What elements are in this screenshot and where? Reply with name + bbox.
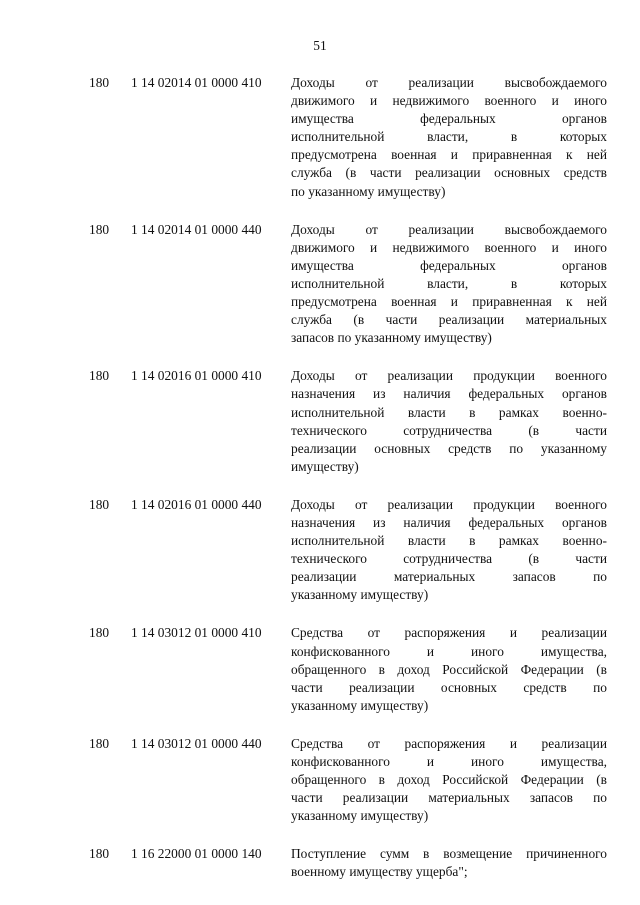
table-row (0, 74, 640, 201)
revenue-description (291, 221, 607, 348)
table-row (0, 624, 640, 714)
description-line: Доходы от реализации высвобождаемого (291, 221, 607, 237)
description-line: назначения из наличия федеральных органов (291, 386, 607, 402)
description-line: исполнительной власти в рамках военно- (291, 533, 607, 549)
table-row (0, 496, 640, 605)
description-line: движимого и недвижимого военного и иного (291, 93, 607, 109)
description-line: указанному имуществу) (291, 697, 429, 713)
description-line: по указанному имуществу) (291, 183, 446, 199)
description-line: исполнительной власти, в которых (291, 275, 607, 291)
description-line: назначения из наличия федеральных органов (291, 514, 607, 530)
table-row (0, 845, 640, 881)
administrator-code: 180 (89, 735, 110, 751)
description-line: исполнительной власти в рамках военно- (291, 404, 607, 420)
administrator-code: 180 (89, 846, 110, 862)
budget-classification-code: 1 14 03012 01 0000 440 (131, 735, 262, 751)
table-row (0, 221, 640, 348)
description-line: служба (в части реализации материальных (291, 312, 607, 328)
table-row (0, 367, 640, 476)
revenue-description (291, 845, 607, 881)
description-line: Доходы от реализации продукции военного (291, 368, 607, 384)
description-line: Средства от распоряжения и реализации (291, 735, 607, 751)
description-line: имущества федеральных органов (291, 111, 607, 127)
description-line: военному имуществу ущерба"; (291, 864, 468, 880)
description-line: технического сотрудничества (в части (291, 422, 607, 438)
description-line: имуществу) (291, 458, 359, 474)
administrator-code: 180 (89, 496, 110, 512)
administrator-code: 180 (89, 221, 110, 237)
page-number: 51 (313, 38, 327, 53)
description-line: реализации основных средств по указанному (291, 440, 607, 456)
description-line: части реализации материальных запасов по (291, 790, 607, 806)
description-line: запасов по указанному имуществу) (291, 330, 492, 346)
description-line: обращенного в доход Российской Федерации (в (291, 772, 607, 788)
budget-classification-code: 1 14 02016 01 0000 410 (131, 368, 262, 384)
description-line: технического сотрудничества (в части (291, 551, 607, 567)
description-line: исполнительной власти, в которых (291, 129, 607, 145)
description-line: конфискованного и иного имущества, (291, 643, 607, 659)
administrator-code: 180 (89, 368, 110, 384)
administrator-code: 180 (89, 75, 110, 90)
table-row (0, 735, 640, 825)
description-line: предусмотрена военная и приравненная к ней (291, 294, 607, 310)
budget-classification-code: 1 14 02014 01 0000 410 (131, 75, 262, 90)
description-line: предусмотрена военная и приравненная к ней (291, 147, 607, 163)
description-line: движимого и недвижимого военного и иного (291, 239, 607, 255)
description-line: Средства от распоряжения и реализации (291, 625, 607, 641)
description-line: имущества федеральных органов (291, 257, 607, 273)
description-line: Доходы от реализации высвобождаемого (291, 75, 607, 90)
description-line: указанному имуществу) (291, 587, 429, 603)
description-line: указанному имуществу) (291, 808, 429, 824)
budget-classification-code: 1 14 03012 01 0000 410 (131, 625, 262, 641)
budget-classification-code: 1 16 22000 01 0000 140 (131, 846, 262, 862)
description-line: обращенного в доход Российской Федерации (в (291, 661, 607, 677)
budget-classification-code: 1 14 02014 01 0000 440 (131, 221, 262, 237)
administrator-code: 180 (89, 625, 110, 641)
revenue-description (291, 496, 607, 605)
description-line: Доходы от реализации продукции военного (291, 496, 607, 512)
description-line: части реализации основных средств по (291, 679, 607, 695)
revenue-table (0, 74, 640, 902)
description-line: служба (в части реализации основных средств (291, 165, 607, 181)
description-line: Поступление сумм в возмещение причиненного (291, 846, 607, 862)
revenue-description (291, 74, 607, 201)
revenue-description (291, 735, 607, 825)
budget-classification-code: 1 14 02016 01 0000 440 (131, 496, 262, 512)
description-line: реализации материальных запасов по (291, 569, 607, 585)
description-line: конфискованного и иного имущества, (291, 754, 607, 769)
revenue-description (291, 624, 607, 714)
revenue-description (291, 367, 607, 476)
